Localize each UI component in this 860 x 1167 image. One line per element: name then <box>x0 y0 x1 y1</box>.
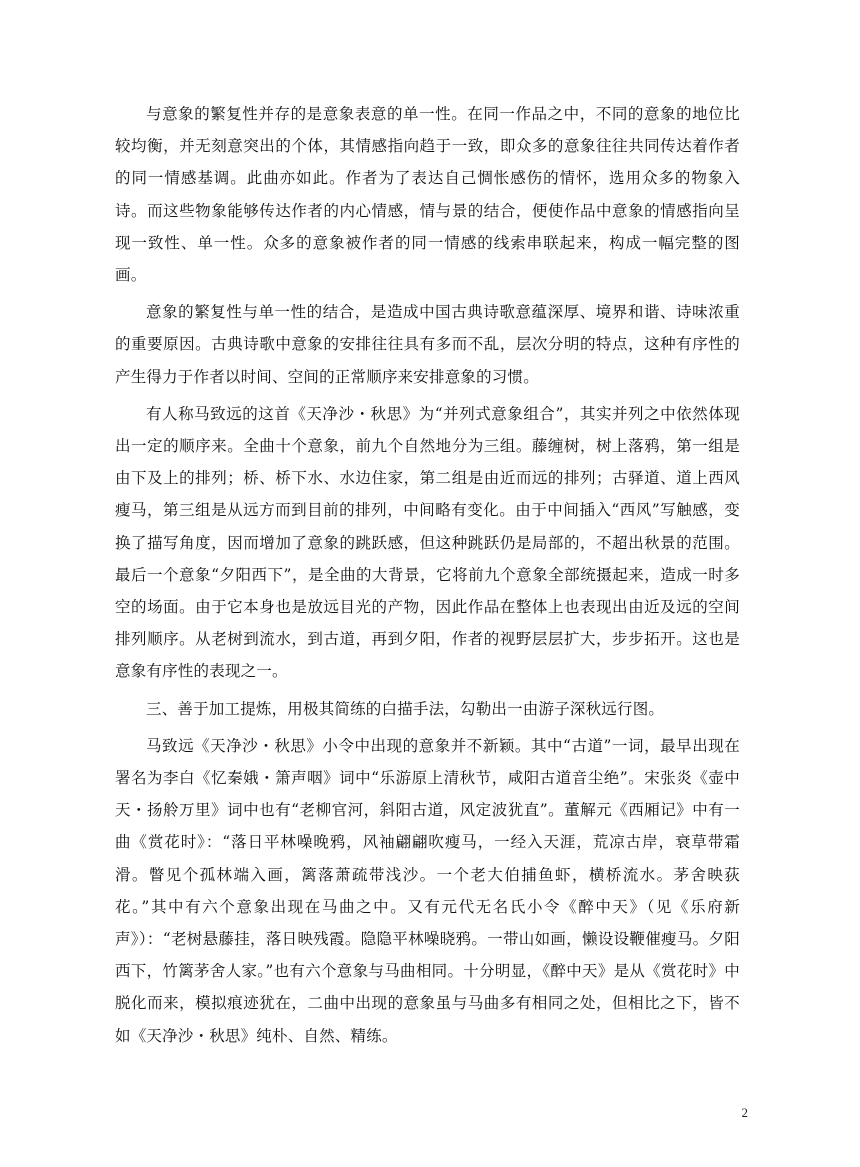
page-number: 2 <box>741 1105 748 1120</box>
paragraph-1: 与意象的繁复性并存的是意象表意的单一性。在同一作品之中，不同的意象的地位比较均衡，并无刻意突出的个体，其情感指向趋于一致，即众多的意象往往共同传达着作者的同一情感基调。此曲亦如此。作者为了表达自己惆怅感伤的情怀，选用众多的物象入诗。而这些物象能够传达作者的内心情感，情与景的结合，便使作品中意象的情感指向呈现一致性、单一性。众多的意象被作者的同一情感的线索串联起来，构成一幅完整的图画。 <box>115 105 740 285</box>
paragraph-5: 马致远《天净沙・秋思》小令中出现的意象并不新颖。其中“古道”一词，最早出现在署名为李白《忆秦娥・箫声咽》词中“乐游原上清秋节，咸阳古道音尘绝”。宋张炎《壶中天・扬舲万里》词中也有“老柳官河，斜阳古道，风定波犹直”。董解元《西厢记》中有一曲《赏花时》：“落日平林噪晚鸦，风袖翩翩吹瘦马，一经入天涯，荒凉古岸，衰草带霜滑。瞥见个孤林端入画，篱落萧疏带浅沙。一个老大伯捕鱼虾，横桥流水。茅舍映荻花。”其中有六个意象出现在马曲之中。又有元代无名氏小令《醉中天》（见《乐府新声》）：“老树悬藤挂，落日映残霞。隐隐平林噪晓鸦。一带山如画，懒设设鞭催瘦马。夕阳西下，竹篱茅舍人家。”也有六个意象与马曲相同。十分明显，《醉中天》是从《赏花时》中脱化而来，模拟痕迹犹在，二曲中出现的意象虽与马曲多有相同之处，但相比之下，皆不如《天净沙・秋思》纯朴、自然、精练。 <box>115 736 740 1045</box>
paragraph-2: 意象的繁复性与单一性的结合，是造成中国古典诗歌意蕴深厚、境界和谐、诗味浓重的重要原因。古典诗歌中意象的安排往往具有多而不乱，层次分明的特点，这种有序性的产生得力于作者以时间、空间的正常顺序来安排意象的习惯。 <box>115 303 740 386</box>
paragraph-4-section-heading: 三、善于加工提炼，用极其简练的白描手法，勾勒出一由游子深秋远行图。 <box>146 699 665 718</box>
body-text <box>115 98 740 1057</box>
paragraph-3: 有人称马致远的这首《天净沙・秋思》为“并列式意象组合”，其实并列之中依然体现出一定的顺序来。全曲十个意象，前九个自然地分为三组。藤缠树，树上落鸦，第一组是由下及上的排列；桥、桥下水、水边住家，第二组是由近而远的排列；古驿道、道上西风瘦马，第三组是从远方而到目前的排列，中间略有变化。由于中间插入“西风”写触感，变换了描写角度，因而增加了意象的跳跃感，但这种跳跃仍是局部的，不超出秋景的范围。最后一个意象“夕阳西下”，是全曲的大背景，它将前九个意象全部统摄起来，造成一时多空的场面。由于它本身也是放远目光的产物，因此作品在整体上也表现出由近及远的空间排列顺序。从老树到流水，到古道，再到夕阳，作者的视野层层扩大，步步拓开。这也是意象有序性的表现之一。 <box>115 404 740 681</box>
